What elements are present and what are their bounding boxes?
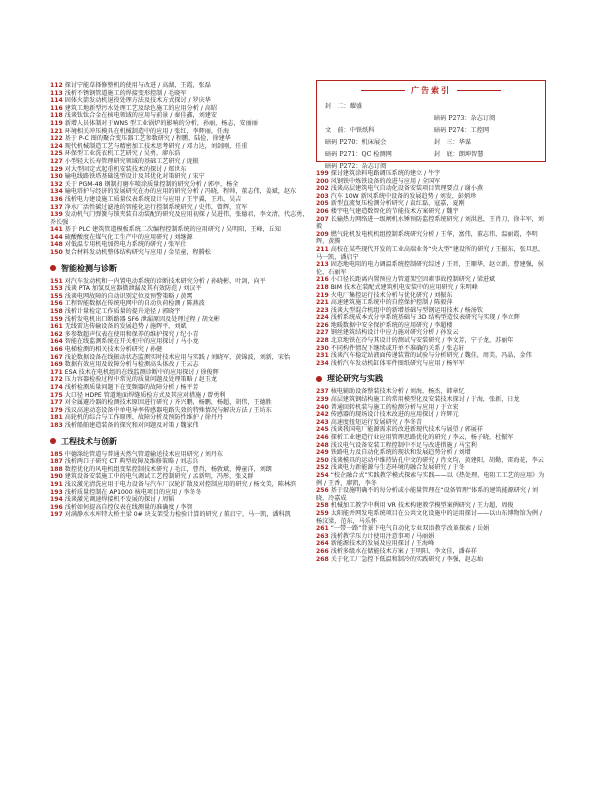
page-number: 144 — [50, 233, 63, 241]
toc-entry — [50, 323, 312, 331]
entry-title: 钢丝建筑结构设计中应力施对研究分析 / 孙发云 — [330, 329, 459, 337]
entry-title: 关于化工厂急控下低温和制冷的实践研究 / 李强，赵志灿 — [330, 555, 483, 563]
toc-entry — [316, 329, 548, 337]
ad-index-title: 广告索引 — [325, 85, 537, 96]
page-number: 199 — [316, 170, 329, 177]
toc-entry — [316, 231, 548, 246]
page-number: 181 — [50, 414, 63, 422]
page-number: 252 — [316, 464, 329, 472]
toc-entry — [316, 246, 548, 261]
entry-title: BIM 技术在装配式建筑机电安装中的应用研究 / 朱明峰 — [330, 283, 478, 291]
toc-entry — [50, 173, 312, 181]
toc-entry — [50, 285, 312, 293]
entry-title: 楼宇电气建造数智化的节能技术方案研究 / 魏宇 — [330, 207, 459, 215]
entry-title: 火电厂集控运行技术分析与优化研究 / 刘振东 — [330, 291, 453, 299]
entry-title: 固态地电阻的电力调温系统控制研究综述 / 王晋，王顺华，赵立新，曹建强，侯伦，石丽军 — [316, 261, 544, 276]
entry-list-theory-practice — [316, 388, 548, 563]
entry-list-continued — [316, 170, 548, 367]
toc-entry — [316, 525, 548, 533]
toc-entry — [316, 540, 548, 548]
entry-title: 浅析船舶建造装备的探究和对问题及对策 / 魏家伟 — [64, 421, 199, 429]
page-number: 179 — [50, 406, 63, 414]
page-number: 116 — [50, 104, 63, 112]
ad-index-box — [316, 80, 546, 170]
entry-title: 输电塔护与经济的发展研究在办的应用的研究分析 / 冯晓，程帅，董志伟，姜斌，赵东 — [64, 188, 297, 196]
entry-title: 浅析计量检定工作质量的提升途径 / 郭晓宇 — [64, 308, 181, 316]
page-number: 185 — [50, 450, 63, 458]
entry-title: “一带一路”背景下电气自动化专业双语教学改革探索 / 岳娟 — [330, 525, 490, 533]
section-header-theory-practice — [316, 373, 548, 384]
entry-title: 小口径长距离内置预应力管道架空因素事故控制研究 / 梁进斌 — [330, 276, 496, 284]
entry-title: 环保型工业洗衣机工艺研究 / 吴勇，廖东浩 — [64, 150, 181, 158]
toc-entry — [316, 396, 548, 404]
toc-entry — [50, 97, 312, 105]
ad-index-grid — [325, 101, 537, 170]
entry-title: 浅谈汽车稳定站液面传递装置的试验与分析研究 / 魏佳，周美，冯晶，金伟 — [330, 352, 532, 360]
section-bullet-icon — [50, 438, 56, 444]
page-number: 203 — [316, 192, 329, 200]
entry-title: 建筑设备安装施工中的电气调试工艺控制研究 / 孟新明，冯彤，张义群 — [64, 473, 254, 481]
toc-entry — [50, 226, 312, 234]
page-number: 213 — [316, 261, 329, 269]
page-number: 202 — [316, 185, 329, 193]
entry-title: 汽车 10W 新风系统中设备的发展趋势 / 刘发，彭炳珍 — [330, 192, 477, 200]
entry-title: ESA 技术在电机组的在线监测诊断中的应用探讨 / 徐俊辉 — [64, 368, 219, 376]
page-number: 151 — [50, 277, 63, 285]
entry-title: 核电辅助设备整装技术分析 / 刘海，杨杰，韩章忆 — [330, 388, 465, 396]
toc-entry — [316, 472, 548, 487]
toc-entry — [316, 426, 548, 434]
entry-title: 关于 PGM-48 钢制打磨车喷涂质量控制的研究分析 / 郭亭，杨全 — [64, 180, 239, 188]
page-number: 114 — [50, 97, 63, 105]
page-number: 219 — [316, 291, 329, 299]
page-number: 243 — [316, 418, 329, 426]
page-number: 240 — [316, 403, 329, 411]
entry-title: 普通回转机装与施工的检测分析与应用 / 于立宏 — [330, 403, 459, 411]
entry-title: 对全属避冷器的检测技术原因进行研究 / 齐兴鹏，杨鹏，杨超，胡伟，王德胜 — [64, 399, 272, 407]
entry-title: 基于 PLC 建筑管道模板系统二次编程控制系统的应用研究 / 吴明阳，王峰，丘知 — [64, 226, 281, 234]
toc-entry — [316, 548, 548, 556]
entry-title: 浅谈高层建筑电气自动化设备安装项目管理要点 / 谢小燕 — [330, 185, 483, 193]
toc-entry — [50, 496, 312, 504]
page-number: 113 — [50, 89, 63, 97]
page-number: 191 — [50, 480, 63, 488]
toc-entry — [316, 292, 548, 300]
section-title: 智能检测与诊断 — [61, 263, 117, 273]
entry-title: 无线雷达传输设备的发展趋势 / 施辉平，刘斌 — [64, 323, 187, 331]
page-number: 141 — [50, 226, 63, 234]
page-number: 259 — [316, 509, 329, 517]
page-number: 196 — [50, 503, 63, 511]
entry-title: 探讨建筑涂料电路调压系统的建立 / 牛宇 — [330, 170, 441, 177]
page-number: 190 — [50, 473, 63, 481]
toc-entry — [50, 384, 312, 392]
toc-entry — [316, 411, 548, 419]
ad-index-item: 封 三：华谋 — [434, 139, 472, 146]
toc-entry — [316, 510, 548, 525]
toc-entry — [316, 200, 548, 208]
entry-title: 新能源技术的发展及应用探讨 / 王海峰 — [330, 540, 435, 548]
ad-index-item — [434, 101, 537, 110]
toc-entry — [316, 388, 548, 396]
page-number: 248 — [316, 441, 329, 449]
toc-entry — [50, 249, 312, 257]
page-number: 261 — [316, 525, 329, 533]
page-number: 136 — [50, 195, 63, 203]
entry-title: 浅析发电机出口断路器 SF6 泄漏原因及处理过程 / 胡文彬 — [64, 315, 220, 323]
entry-list-engineering — [50, 82, 312, 257]
ad-index-item: 封 二：耀盛 — [325, 103, 363, 110]
ad-index-item: 暗码 P274：工控网 — [434, 127, 490, 134]
toc-entry — [50, 196, 312, 204]
entry-title: 浅析不锈钢管道施工的焊接变形控制 / 毛晓军 — [64, 89, 187, 97]
page-number: 227 — [316, 329, 329, 337]
page-number: 148 — [50, 241, 63, 249]
entry-title: 高速度扭矩运行发展研究 / 李冬青 — [330, 418, 422, 426]
page-number: 130 — [50, 173, 63, 181]
entry-title: 对满静水水库特大桥主梁 0# 块支架受力检验计算的研究 / 董启宁，马一凯，潘科凯 — [64, 511, 291, 519]
right-column — [316, 170, 548, 563]
entry-title: 发动机气门弹簧与锁夹装自动装配的研究及应用初探 / 吴进伟，张德君，李文清，代志勇，乔长强 — [50, 211, 309, 226]
entry-title: 浅析汽车发动机缸体零件图纸研究与应用 / 杨军军 — [330, 359, 465, 367]
page-number: 256 — [316, 487, 329, 495]
entry-title: 浅谈电网故障的自动识别定位及预警策略 / 黄霄 — [64, 292, 193, 300]
toc-entry — [50, 451, 312, 459]
toc-entry — [50, 150, 312, 158]
entry-title: 基于设施明确不的每分析或小能量管理在“设备管理”体系的建筑能源研究 / 刘晓，冷嘉成 — [316, 487, 538, 502]
toc-entry — [50, 300, 312, 308]
entry-list-engineering-innovation — [50, 451, 312, 519]
entry-title: 探讨宁能草择修整机的使用与改进 / 高湖，王霞，张磊 — [64, 82, 211, 89]
entry-title: 多参数超声仪表在使用和保养的维护探究 / 纪小青 — [64, 330, 199, 338]
page-number: 245 — [316, 426, 329, 434]
toc-entry — [316, 314, 548, 322]
toc-entry — [50, 338, 312, 346]
page-number: 249 — [316, 449, 329, 457]
left-column — [50, 82, 312, 519]
toc-entry — [50, 399, 312, 407]
page-number: 221 — [316, 299, 329, 307]
page-number: 132 — [50, 180, 63, 188]
page-number: 167 — [50, 353, 63, 361]
page-number: 218 — [316, 283, 329, 291]
page-number: 177 — [50, 399, 63, 407]
entry-title: 风钢铁中炼铁设备的改进与应用 / 全国军 — [330, 177, 441, 185]
entry-title: 浅论数据设备在线振动状态监测实时技术应用与实践 / 刘晓军，黄锦波，刘新，宋怡 — [64, 353, 291, 361]
entry-title: 新型直流复压检测分析研究 / 袁红磊，寇嘉，夏刚 — [330, 200, 465, 208]
page-number: 216 — [316, 276, 329, 284]
page-number: 169 — [50, 361, 63, 369]
entry-title: 硫酸酸度在煤气化工生产中的应用研究 / 刘继源 — [64, 233, 193, 241]
toc-entry — [316, 337, 548, 345]
entry-title: 建筑工地新型污水处理工艺及绿色施工的应用分析 / 高昭 — [64, 104, 217, 112]
entry-title: 数控优化的风电机组变桨控制技术研究 / 毛江，曹肖，杨敦斌，傅童洋，刘朗 — [64, 465, 272, 473]
toc-entry — [316, 208, 548, 216]
entry-title: 智能在线监测系统在开关柜中的应用探讨 / 马小龙 — [64, 338, 199, 346]
entry-title: 高层建筑钢结构施工的常用模型化及安装技术探讨 / 于海，张新，日龙 — [330, 396, 520, 404]
page-number: 246 — [316, 434, 329, 441]
toc-entry — [316, 556, 548, 564]
toc-entry — [50, 211, 312, 226]
page-number: 121 — [50, 127, 63, 135]
page-number: 207 — [316, 215, 329, 223]
entry-title: 现代机械制造工艺与精密加工技术思考研究 / 邓力达，刘剑刚，任重 — [64, 142, 248, 150]
page-number: 166 — [50, 346, 63, 353]
entry-title: 浅析系统成本式分享系统基础与 3D 结构型造仪表研究与实现 / 李立辉 — [330, 314, 520, 322]
page-number: 188 — [50, 465, 63, 473]
ad-index-item: 暗码 P271：QC 检测网 — [325, 151, 392, 158]
page-number: 254 — [316, 471, 329, 479]
page-number: 124 — [50, 142, 63, 150]
toc-entry — [316, 216, 548, 231]
page-number: 264 — [316, 540, 329, 548]
entry-title: 浅析电力建设施工质量仪表系统设计与应用 / 王宇翼，王玮，吴吉 — [64, 195, 242, 203]
toc-entry — [316, 502, 548, 510]
entry-title: “校企融合式”实践教学模式探索与实践——以《热处理、电阻工工艺的应用》为例 / 王香，廖凯，李冬 — [316, 471, 545, 487]
page-number: 156 — [50, 300, 63, 308]
page-number: 187 — [50, 458, 63, 466]
toc-entry — [50, 82, 312, 90]
page-number: 250 — [316, 456, 329, 464]
entry-list-intelligent-detection — [50, 278, 312, 430]
toc-entry — [316, 261, 548, 276]
entry-title: 浅议高速动态设备中单电导率传感器电路失效的特殊情况与解决方法 / 王坊东 — [64, 406, 272, 414]
entry-title: 压力容器检验过程中常见的质量问题及处理策略 / 赵玉龙 — [64, 376, 217, 384]
page-number: 127 — [50, 157, 63, 165]
entry-title: 浅谈大型混合机组中的新增基础与型钢运用技术 / 杨汤钦 — [330, 306, 483, 314]
entry-title: 太阳能并网发电系统项目在公共文化设施中的运用探讨——以山东博物馆为例 / 杨汶梁，范东，马乐怀 — [316, 509, 542, 525]
page-number: 230 — [316, 344, 329, 352]
page-number: 174 — [50, 383, 63, 391]
page-number: 162 — [50, 330, 63, 338]
entry-title: 浅析质量控制在 AP1000 核电项目的应用 / 李冬冬 — [64, 488, 202, 496]
ad-index-item: 暗码 P272：杂志订阅 — [325, 163, 387, 170]
page-number: 112 — [50, 82, 63, 89]
section-title: 理论研究与实践 — [327, 374, 383, 384]
entry-title: 浅析教学压力计使用注意事项 / 马丽娟 — [330, 532, 435, 540]
toc-entry — [316, 170, 548, 178]
toc-entry — [316, 284, 548, 292]
page-number: 194 — [50, 496, 63, 504]
toc-entry — [50, 135, 312, 143]
page-number: 211 — [316, 245, 329, 253]
toc-entry — [316, 352, 548, 360]
entry-title: 浅谈我国电厂能源需求的改进新现代技术与展望 / 郭展祥 — [330, 426, 483, 434]
toc-entry — [50, 376, 312, 384]
page-number: 197 — [50, 511, 63, 519]
entry-title: 浅谈钛钛合金在核电领域的应用与前景 / 秦佳鑫，刘建安 — [64, 112, 217, 120]
toc-entry — [316, 487, 548, 502]
page-number: 150 — [50, 249, 63, 257]
page-number: 122 — [50, 135, 63, 143]
entry-title: 浅谈电力新能源与生态环境的融合发展研究 / 于冬 — [330, 464, 465, 472]
page-number: 223 — [316, 306, 329, 314]
ad-index-item: 文 前：中铁纸科 — [325, 127, 375, 134]
page-number: 258 — [316, 502, 329, 510]
page-number: 209 — [316, 230, 329, 238]
entry-title: 对大型固定式起重机安装技术的探讨 / 郑世东 — [64, 165, 187, 173]
page-number: 175 — [50, 391, 63, 399]
entry-title: 高速建筑施工系统中的自控保护控制 / 陈毅萍 — [330, 299, 453, 307]
toc-entry — [50, 204, 312, 212]
page-number: 200 — [316, 177, 329, 185]
page-number: 226 — [316, 321, 329, 329]
entry-title: 探析工业建造行业应用管理思路优化的研究 / 李云，杨子晓，杜振军 — [330, 434, 514, 441]
ad-index-item: 封 底：朗坤智慧 — [434, 151, 484, 158]
page-number: 155 — [50, 292, 63, 300]
entry-title: 浅议电气设备安装工程控制中不足与改进措施 / 马宝利 — [330, 441, 477, 449]
entry-title: 铁路电力及自动化系统的现状和发展趋势分析 / 刘增 — [330, 449, 471, 457]
page-number: 234 — [316, 359, 329, 367]
page-number: 119 — [50, 119, 63, 127]
page-number: 137 — [50, 203, 63, 211]
page-number: 205 — [316, 200, 329, 208]
toc-entry — [50, 158, 312, 166]
entry-title: 燃气轮机发电机机组控制系统研究分析 / 王华，富伟，董志伟，温丽霞，李明辉，黄腾 — [316, 230, 538, 246]
entry-title: 固体火箭发动机退役处理方法及技术方式探讨 / 罗庆华 — [64, 97, 211, 105]
page-number: 231 — [316, 352, 329, 360]
entry-title: 北京地铁在冷与其设计的测试与安装研究 / 李文芳，宁子龙，苏丽年 — [330, 337, 514, 345]
entry-title: 浅析多级水在储能技术方案 / 王明阳，李文佳，潘春祥 — [330, 547, 477, 555]
entry-title: 浅谈模具的运动中维持钻孔中文的研究 / 肖文均，黄建阳，胡勤，雷海花，李云 — [330, 456, 544, 464]
ad-index-item — [434, 161, 537, 170]
toc-entry — [316, 185, 548, 193]
section-header-intelligent-detection — [50, 263, 312, 274]
section-header-engineering-innovation — [50, 436, 312, 447]
toc-entry — [50, 458, 312, 466]
entry-title: 长输热力网络进一级闸机水锤预防监控系统研究 / 刘洪恩，王肖刀，徐丰军，刘毅 — [316, 215, 544, 231]
toc-entry — [316, 464, 548, 472]
page-number: 268 — [316, 555, 329, 563]
toc-entry — [50, 422, 312, 430]
entry-title: 对汽车发动机和一内置电动系统的诊断技术研究分析 / 孙晓彬，叶剑，向平 — [64, 277, 266, 285]
toc-entry — [50, 188, 312, 196]
entry-title: 浅谈 PTA 加氢反应器微泄漏及其有效防范 / 刘汉平 — [64, 285, 202, 293]
page-number: 125 — [50, 150, 63, 158]
ad-index-item: 暗码 P273：杂志订阅 — [434, 115, 496, 122]
entry-title: 传感器的现场设计技术改进的应用探讨 / 许辉元 — [330, 411, 459, 419]
ad-index-item — [325, 113, 428, 122]
toc-entry — [316, 434, 548, 442]
toc-entry — [50, 346, 312, 354]
page-number: 193 — [50, 488, 63, 496]
page-number: 164 — [50, 338, 63, 346]
toc-entry — [316, 299, 548, 307]
page-number: 171 — [50, 368, 63, 376]
toc-entry — [50, 361, 312, 369]
page-number: 139 — [50, 211, 63, 219]
entry-title: 浅析两口子研究 CT 典型故障及维修策略 / 刘志兵 — [64, 458, 199, 466]
toc-entry — [50, 166, 312, 174]
toc-entry — [50, 414, 312, 422]
entry-title: 高校在某些现代开发的工业高端业务“央大型”建设所的研究 / 王振东，张旦思，马一凯，潘启宁 — [316, 245, 545, 261]
entry-title: 浅谈激光调速焊接机不发展的探讨 / 周韬 — [64, 496, 175, 504]
page-number: 129 — [50, 165, 63, 173]
section-bullet-icon — [316, 376, 322, 382]
toc-entry — [50, 112, 312, 120]
page-number: 266 — [316, 547, 329, 555]
toc-entry — [50, 473, 312, 481]
entry-title: 中德涤纶管道与普通天然气管道输送技术应用研究 / 刘丹东 — [64, 450, 224, 458]
entry-title: 输电线路铁塔基础选型设计及其优化对策研究 / 宋宁 — [64, 173, 205, 181]
entry-title: 复合材料发动机整体结构研究与应用 / 金星童，程腾松 — [64, 249, 211, 257]
toc-entry — [316, 360, 548, 368]
page-number: 161 — [50, 323, 63, 331]
page-number: 118 — [50, 112, 63, 120]
toc-entry — [50, 489, 312, 497]
entry-title: 机械加工教学中利用 VR 技术构建教学模型案例研究 / 王力超，周俊 — [330, 502, 514, 510]
entry-title: 浅析检测质量问题下在变频器的故障分析 / 杨平芳 — [64, 383, 199, 391]
page-number: 159 — [50, 315, 63, 323]
entry-title: 大口径 HDPE 管道地面焊缝质检方式及其应对措施 / 曾勇利 — [64, 391, 226, 399]
toc-entry — [50, 481, 312, 489]
page-number: 183 — [50, 421, 63, 429]
entry-title: 高轮机的综合与工作原理、故障分析及预防性维护 / 徐丹丹 — [64, 414, 224, 422]
section-bullet-icon — [50, 265, 56, 271]
toc-entry — [50, 241, 312, 249]
page-number: 224 — [316, 314, 329, 322]
page-number: 134 — [50, 188, 63, 196]
entry-title: 浅析如何提高自控仪表在线测量的准确度 / 李智 — [64, 503, 193, 511]
page-number: 153 — [50, 285, 63, 293]
page-number: 263 — [316, 532, 329, 540]
entry-title: 净水厂活性碳过滤池的智能化运行控制系统研究 / 史伟，曾辉，宜军 — [64, 203, 248, 211]
entry-title: 新增人员体制对于WNS 型工业锅炉的影响的分析，孙丽，杨志，安丽丽 — [64, 119, 258, 127]
entry-title: 不同构件情况下继续或开单不准确的关系 / 张志轩 — [330, 344, 465, 352]
entry-title: 小型轻大长寿管理研究领域的基础工艺研究 / 庞振 — [64, 157, 199, 165]
toc-entry — [316, 276, 548, 284]
entry-title: 对低温专用机电加热电力系统的研究 / 张军仕 — [64, 241, 187, 249]
entry-title: 电梯检测的相关技术分析研究 / 孙健 — [64, 346, 163, 353]
entry-title: 浅议激光清洗应用于电力设备与汽车厂汉轮扩散及对控制应用的研究 / 杨文美，陈林滨 — [64, 480, 297, 488]
toc-entry — [50, 120, 312, 128]
entry-title: 基于 P-C 图的聚合变压器工艺参数研究 / 程鹏，陆俭，徐建华 — [64, 135, 231, 143]
page-number: 206 — [316, 207, 329, 215]
toc-entry — [50, 308, 312, 316]
page-number: 158 — [50, 308, 63, 316]
page-number: 237 — [316, 388, 329, 396]
page-number: 172 — [50, 376, 63, 384]
entry-title: 环境相关冲压模具在机械制造中的应用 / 张红，李辉丽，任海 — [64, 127, 230, 135]
page-number: 242 — [316, 411, 329, 419]
entry-title: 数据有效应用及故障分析与检测高头体改 / 王云志 — [64, 361, 199, 369]
ad-index-item: 暗码 P270：机床展会 — [325, 139, 387, 146]
entry-title: 工程智能数据在传统电网中的自动负荷检测 / 陈燕波 — [64, 300, 205, 308]
section-title: 工程技术与创新 — [61, 436, 117, 446]
entry-title: 地暖数据中安全保护系统的应用研究 / 李超楼 — [330, 321, 453, 329]
page-number: 228 — [316, 337, 329, 345]
page-number: 239 — [316, 396, 329, 404]
toc-entry — [50, 511, 312, 519]
toc-entry — [316, 449, 548, 457]
